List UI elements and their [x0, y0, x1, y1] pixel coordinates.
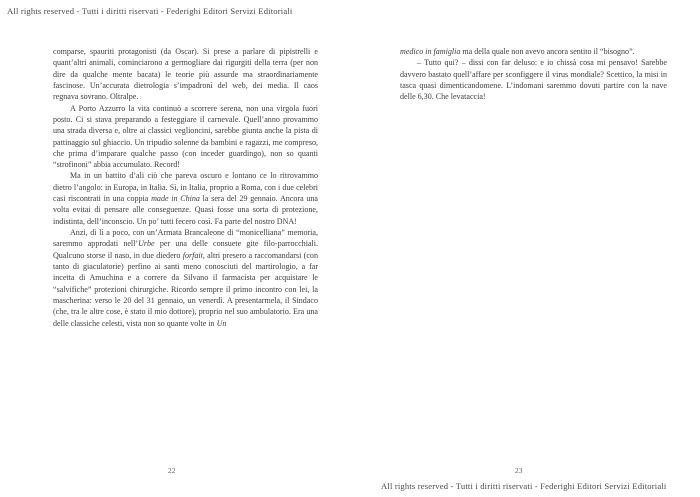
italic-title-start: Un — [216, 318, 227, 328]
paragraph-text: ma della quale non avevo ancora sentito il “bisogno”. — [460, 47, 635, 56]
italic-title-continuation: medico in famiglia — [400, 47, 461, 56]
paragraph — [53, 103, 318, 171]
paragraph-text: Ma in un battito d’ali ciò che pareva oscuro e lontano ce lo ritrovammo dietro l’angolo: in Europa, in Italia. Sì, in Italia, proprio a Roma, con i due celebri casi riscontrati in una coppia — [53, 171, 318, 204]
paragraph — [400, 57, 667, 102]
page-header-copyright: All rights reserved - Tutti i diritti riservati - Federighi Editori Servizi Editoriali — [7, 6, 293, 16]
paragraph-text: la sera del 29 gennaio. Ancora una volta evitai di pensare alle conseguenze. Quasi fosse una sorta di protezione, indistinta, dell’inconscio. Un po’ tutti fecero così. Fa parte del nostro DNA! — [53, 194, 319, 226]
paragraph-text: A Porto Azzurro la vita continuò a scorrere serena, non una virgola fuori posto. Ci si stava preparando a festeggiare il carnevale. Quell’anno provammo una strada diversa e, oltre ai classici veglioncini, sarebbe giunta anche la pista di pattinaggio sul ghiaccio. Un tripudio solenne da bambini e ragazzi, me compreso, che prima d’imparare qualche passo (con inceder guardingo), non so quanti “strofinoni” abbia accumulato. Record! — [53, 103, 318, 170]
paragraph-text: comparse, spauriti protagonisti (da Oscar). Si prese a parlare di pipistrelli e quant’altri animali, cominciarono a germogliare dai rigurgiti della terra (per non dire da qualche mente bacata) le teorie più assurde ma straordinariamente fascinose. Un’accurata dietrologia s’impadronì del web, dei media. Il caos regnava sovrano. Oltralpe. — [53, 47, 318, 102]
paragraph-text: per una delle consuete gite filo-parrocchiali. Qualcuno storse il naso, in due diedero — [53, 239, 318, 260]
paragraph-text: – Tutto qui? – dissi con far deluso: e io chissà cosa mi pensavo! Sarebbe davvero bastato quell’affare per sconfiggere il virus mondiale? Scettico, la misi in tasca quasi dimenticandomene. L’indomani saremmo dovuti partire con la nave delle 6,30. Che levataccia! — [400, 58, 667, 102]
page-number-recto: 23 — [515, 466, 523, 475]
recto-text-column — [400, 46, 667, 103]
paragraph — [53, 227, 318, 329]
paragraph-text: Anzi, di lì a poco, con un’Armata Brancaleone di “monicelliana” memoria, saremmo approdati nell’ — [53, 228, 318, 249]
paragraph — [53, 170, 318, 227]
paragraph-text: , altri presero a raccomandarsi (con tanto di giaculatorie) perfino ai santi meno conosciuti del martirologio, a far incetta di Amuchina e a correre da Silvano il farmacista per acquistare le “salvifiche” protezioni chirurgiche. Ricordo sempre il primo incontro con lei, la mascherina: verso le 20 del 31 gennaio, un venerdì. A presentarmela, il Sindaco (che, tra le altre cose, è stato il mio dottore), proprio nel suo ambulatorio. Era una delle classiche celesti, vista non so quante volte in — [53, 250, 318, 328]
italic-title: made in China — [151, 194, 200, 204]
page-number-verso: 22 — [168, 466, 176, 475]
page-footer-copyright: All rights reserved - Tutti i diritti riservati - Federighi Editori Servizi Editoriali — [381, 481, 667, 491]
paragraph — [53, 46, 318, 103]
verso-text-column — [53, 46, 318, 329]
italic-term: Urbe — [138, 239, 155, 249]
paragraph — [400, 46, 667, 57]
italic-term: forfait — [182, 250, 203, 260]
